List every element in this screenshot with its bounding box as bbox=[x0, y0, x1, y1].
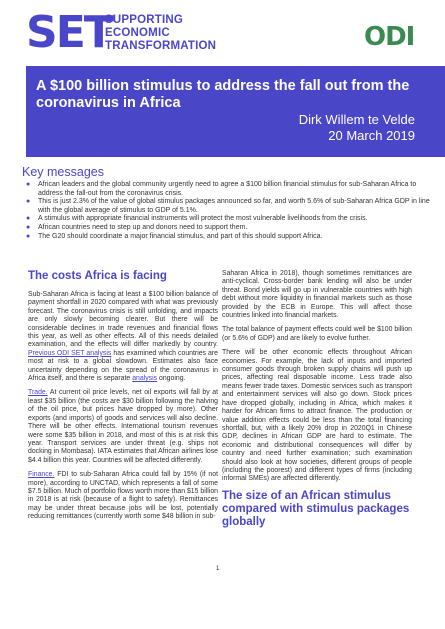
tagline-line: TRANSFORMATION bbox=[105, 40, 217, 52]
key-message-text: A stimulus with appropriate financial instruments will protect the most vulnerable livelihoods from the crisis. bbox=[38, 215, 368, 223]
title-banner bbox=[26, 66, 445, 157]
section-heading-stimulus-size: The size of an African stimulus compared with stimulus packages globally bbox=[222, 489, 410, 528]
bullet-icon: ● bbox=[26, 223, 31, 231]
paragraph bbox=[28, 389, 218, 465]
bullet-icon: ● bbox=[26, 181, 31, 188]
list-item bbox=[22, 233, 432, 242]
list-item bbox=[22, 224, 432, 233]
odi-logo: ODI bbox=[364, 22, 415, 52]
bullet-icon: ● bbox=[26, 215, 31, 223]
page-number: 1 bbox=[216, 566, 220, 572]
paragraph: The total balance of payment effects could well be $100 billion (or 5.6% of GDP) and are likely to evolve further. bbox=[222, 326, 412, 342]
odi-set-analysis-link[interactable]: Previous ODI SET analysis bbox=[28, 349, 112, 357]
publication-date: 20 March 2019 bbox=[328, 128, 415, 143]
finance-lead: Finance. bbox=[28, 471, 55, 479]
list-item bbox=[22, 198, 432, 215]
paragraph: There will be other economic effects throughout African economies. For example, the lack of inputs and imported consumer goods through broken supply chains will push up prices, affecting real disposable income. Less trade also means fewer trade taxes. Domestic services such as transport and entertainment services will also go down. Stock prices have dropped globally, including in Africa, which makes it harder for African firms to attract finance. The production or value addition effects could be less than the total financing shortfall, but, with a likely 20% drop in 2020Q1 in Chinese GDP, declines in African GDP are hard to estimate. The economic and distributional consequences will differ by country and need further examination; such examination should also look at how societies, different groups of people (including the poorest) and different types of firms (including informal SMEs) are affected differently. bbox=[222, 349, 412, 483]
paragraph bbox=[28, 471, 218, 521]
bullet-icon: ● bbox=[26, 198, 31, 206]
tagline-line: ECONOMIC bbox=[105, 27, 170, 39]
set-logo-tagline bbox=[105, 14, 216, 53]
key-message-text: This is just 2.3% of the value of global stimulus packages announced so far, and worth 5.6% of sub-Saharan Africa GDP in line with the global average of stimulus to GDP of 5.1%. bbox=[38, 198, 430, 214]
left-column bbox=[28, 270, 218, 528]
paragraph: Saharan Africa in 2018), though sometimes remittances are anti-cyclical. Cross-border bank lending will also be under threat. Bond yields will go up in vulnerable countries with high debt without more liquidity in financial markets such as those provided by the ECB in Europe. This will affect those countries linked into financial markets. bbox=[222, 270, 412, 320]
key-message-text: The G20 should coordinate a major financial stimulus, and part of this should support Africa. bbox=[38, 232, 323, 240]
tagline-line: SUPPORTING bbox=[105, 14, 184, 26]
key-message-text: African countries need to step up and donors need to support them. bbox=[38, 223, 248, 231]
right-column bbox=[222, 270, 412, 537]
bullet-icon: ● bbox=[26, 232, 31, 240]
paragraph bbox=[28, 291, 218, 383]
key-message-text: African leaders and the global community urgently need to agree a $100 billion financial stimulus for sub-Saharan Africa to address the fall-out from the coronavirus crisis. bbox=[38, 181, 417, 197]
author-name: Dirk Willem te Velde bbox=[298, 112, 415, 127]
key-messages-heading: Key messages bbox=[22, 165, 104, 179]
paragraph-text: At current oil price levels, net oil exports will fall by at least $35 billion (the costs are $30 billion following the halving of the oil price, but prices have dropped by more). Other exports (and imports) of goods and services will also decline. There will be other effects. International tourism revenues were some $35 billion in 2018, and most of this is at risk this year. Transport services are under threat (e.g. ships not docking in Mombasa). IATA estimates that African airlines lose $4.4 billion this year. Countries will be affected differently. bbox=[28, 389, 218, 464]
section-heading-costs: The costs Africa is facing bbox=[28, 270, 167, 282]
paragraph-text: has examined which countries are most at risk to a global slowdown. Estimates also face uncertainty depending on the spread of the coronavirus in Africa itself, and there is separate bbox=[28, 349, 218, 383]
paragraph-text: FDI to sub-Saharan Africa could fall by 15% (if not more), according to UNCTAD, which represents a fall of some $7.5 billion. Much of portfolio flows worth more than $15 billion in 2018 is at risk (because of a flight to safety). Remittances may be under threat because jobs will be lost, potentially reducing remittances (currently worth some $48 billion in sub- bbox=[28, 471, 218, 521]
document-title: A $100 billion stimulus to address the fall out from the coronavirus in Africa bbox=[36, 78, 410, 111]
analysis-link[interactable]: analysis bbox=[132, 375, 158, 383]
list-item bbox=[22, 181, 432, 198]
paragraph-text: ongoing. bbox=[159, 375, 186, 383]
key-messages-list bbox=[22, 181, 432, 241]
set-logo: SET bbox=[26, 7, 112, 58]
list-item bbox=[22, 215, 432, 224]
paragraph-text: Sub-Saharan Africa is facing at least a $100 billion balance of payment shortfall in 2020 compared with what was previously forecast. The coronavirus crisis is still unfolding, and impacts are only slowly becoming clearer. But there will be considerable declines in trade revenues and financial flows this year, as well as other effects. All of this needs detailed examination, and the effects will differ markedly by country. bbox=[28, 291, 218, 349]
trade-lead: Trade. bbox=[28, 389, 48, 397]
